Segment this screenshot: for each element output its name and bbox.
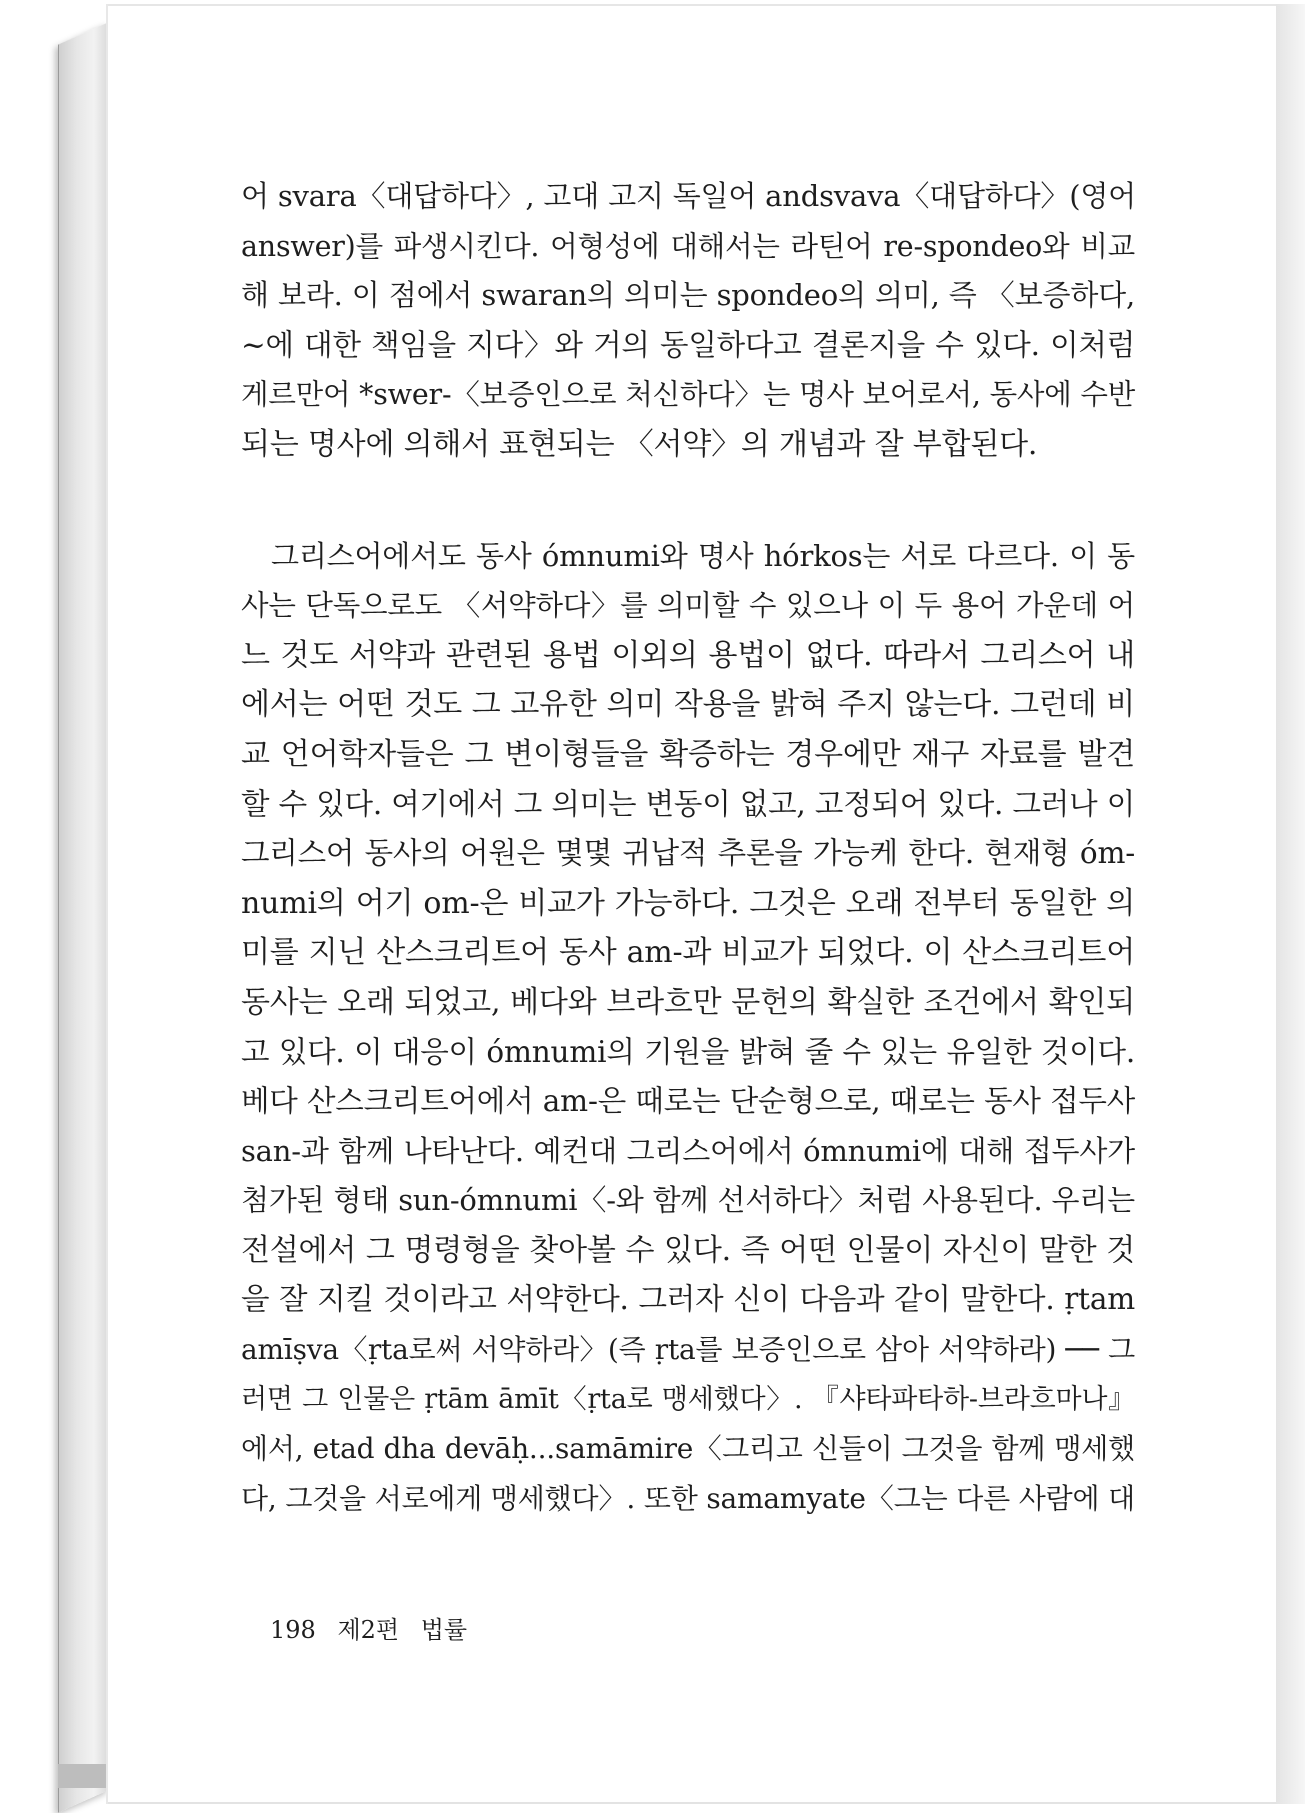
text-line: ~에 대한 책임을 지다〉와 거의 동일하다고 결론지을 수 있다. 이처럼 [241,327,1135,362]
section-label: 제2편 [337,1616,400,1644]
text-line: 교 언어학자들은 그 변이형들을 확증하는 경우에만 재구 자료를 발견 [241,736,1135,772]
text-line: 을 잘 지킬 것이라고 서약한다. 그러자 신이 다음과 같이 말한다. ṛtam [241,1282,1135,1317]
book-edge [58,22,109,1813]
text-line: 사는 단독으로도 〈서약하다〉를 의미할 수 있으나 이 두 용어 가운데 어 [241,589,1135,623]
chapter-label: 법률 [420,1616,468,1644]
text-line: 첨가된 형태 sun-ómnumi〈-와 함께 선서하다〉처럼 사용된다. 우리는 [241,1183,1135,1218]
text-line: 할 수 있다. 여기에서 그 의미는 변동이 없고, 고정되어 있다. 그러나 이 [241,786,1135,821]
text-line: 다, 그것을 서로에게 맹세했다〉. 또한 samamyate〈그는 다른 사람에 대 [241,1481,1135,1515]
page-right-edge [1276,4,1305,1804]
text-line: amīṣva〈ṛta로써 서약하라〉(즉 ṛta를 보증인으로 삼아 서약하라) ── 그 [241,1333,1135,1367]
text-line: 에서는 어떤 것도 그 고유한 의미 작용을 밝혀 주지 않는다. 그런데 비 [241,687,1135,723]
book-edge-bottom [58,1764,108,1788]
text-line: 미를 지닌 산스크리트어 동사 am-과 비교가 되었다. 이 산스크리트어 [241,935,1135,971]
text-line: answer)를 파생시킨다. 어형성에 대해서는 라틴어 re-spondeo와 비교 [241,229,1135,263]
text-line: san-과 함께 나타난다. 예컨대 그리스어에서 ómnumi에 대해 접두사가 [241,1133,1135,1168]
text-line: 되는 명사에 의해서 표현되는 〈서약〉의 개념과 잘 부합된다. [241,426,1038,462]
text-line: 그리스어 동사의 어원은 몇몇 귀납적 추론을 가능케 한다. 현재형 óm- [241,836,1135,871]
text-line: 베다 산스크리트어에서 am-은 때로는 단순형으로, 때로는 동사 접두사 [241,1084,1135,1119]
text-line: 게르만어 *swer-〈보증인으로 처신하다〉는 명사 보어로서, 동사에 수반 [241,378,1136,412]
text-line: 러면 그 인물은 ṛtām āmīt〈ṛta로 맹세했다〉. 『샤타파타하-브라흐마나』 [241,1383,1135,1415]
text-line: numi의 어기 om-은 비교가 가능하다. 그것은 오래 전부터 동일한 의 [241,885,1135,921]
text-line: 어 svara〈대답하다〉, 고대 고지 독일어 andsvava〈대답하다〉(영어 [241,179,1136,213]
text-line: 해 보라. 이 점에서 swaran의 의미는 spondeo의 의미, 즉 〈보증하다, [241,278,1135,313]
text-line: 에서, etad dha devāḥ...samāmire〈그리고 신들이 그것을 함께 맹세했 [241,1432,1135,1466]
body-text [241,172,1135,1523]
text-line: 고 있다. 이 대응이 ómnumi의 기원을 밝혀 줄 수 있는 유일한 것이다. [241,1034,1135,1069]
text-line: 전설에서 그 명령형을 찾아볼 수 있다. 즉 어떤 인물이 자신이 말한 것 [241,1232,1135,1268]
text-line: 그리스어에서도 동사 ómnumi와 명사 hórkos는 서로 다르다. 이 동 [271,538,1135,573]
text-line: 동사는 오래 되었고, 베다와 브라흐만 문헌의 확실한 조건에서 확인되 [241,984,1135,1020]
page-footer [270,1610,481,1645]
page-number: 198 [270,1616,316,1644]
text-line: 느 것도 서약과 관련된 용법 이외의 용법이 없다. 따라서 그리스어 내 [241,637,1135,673]
